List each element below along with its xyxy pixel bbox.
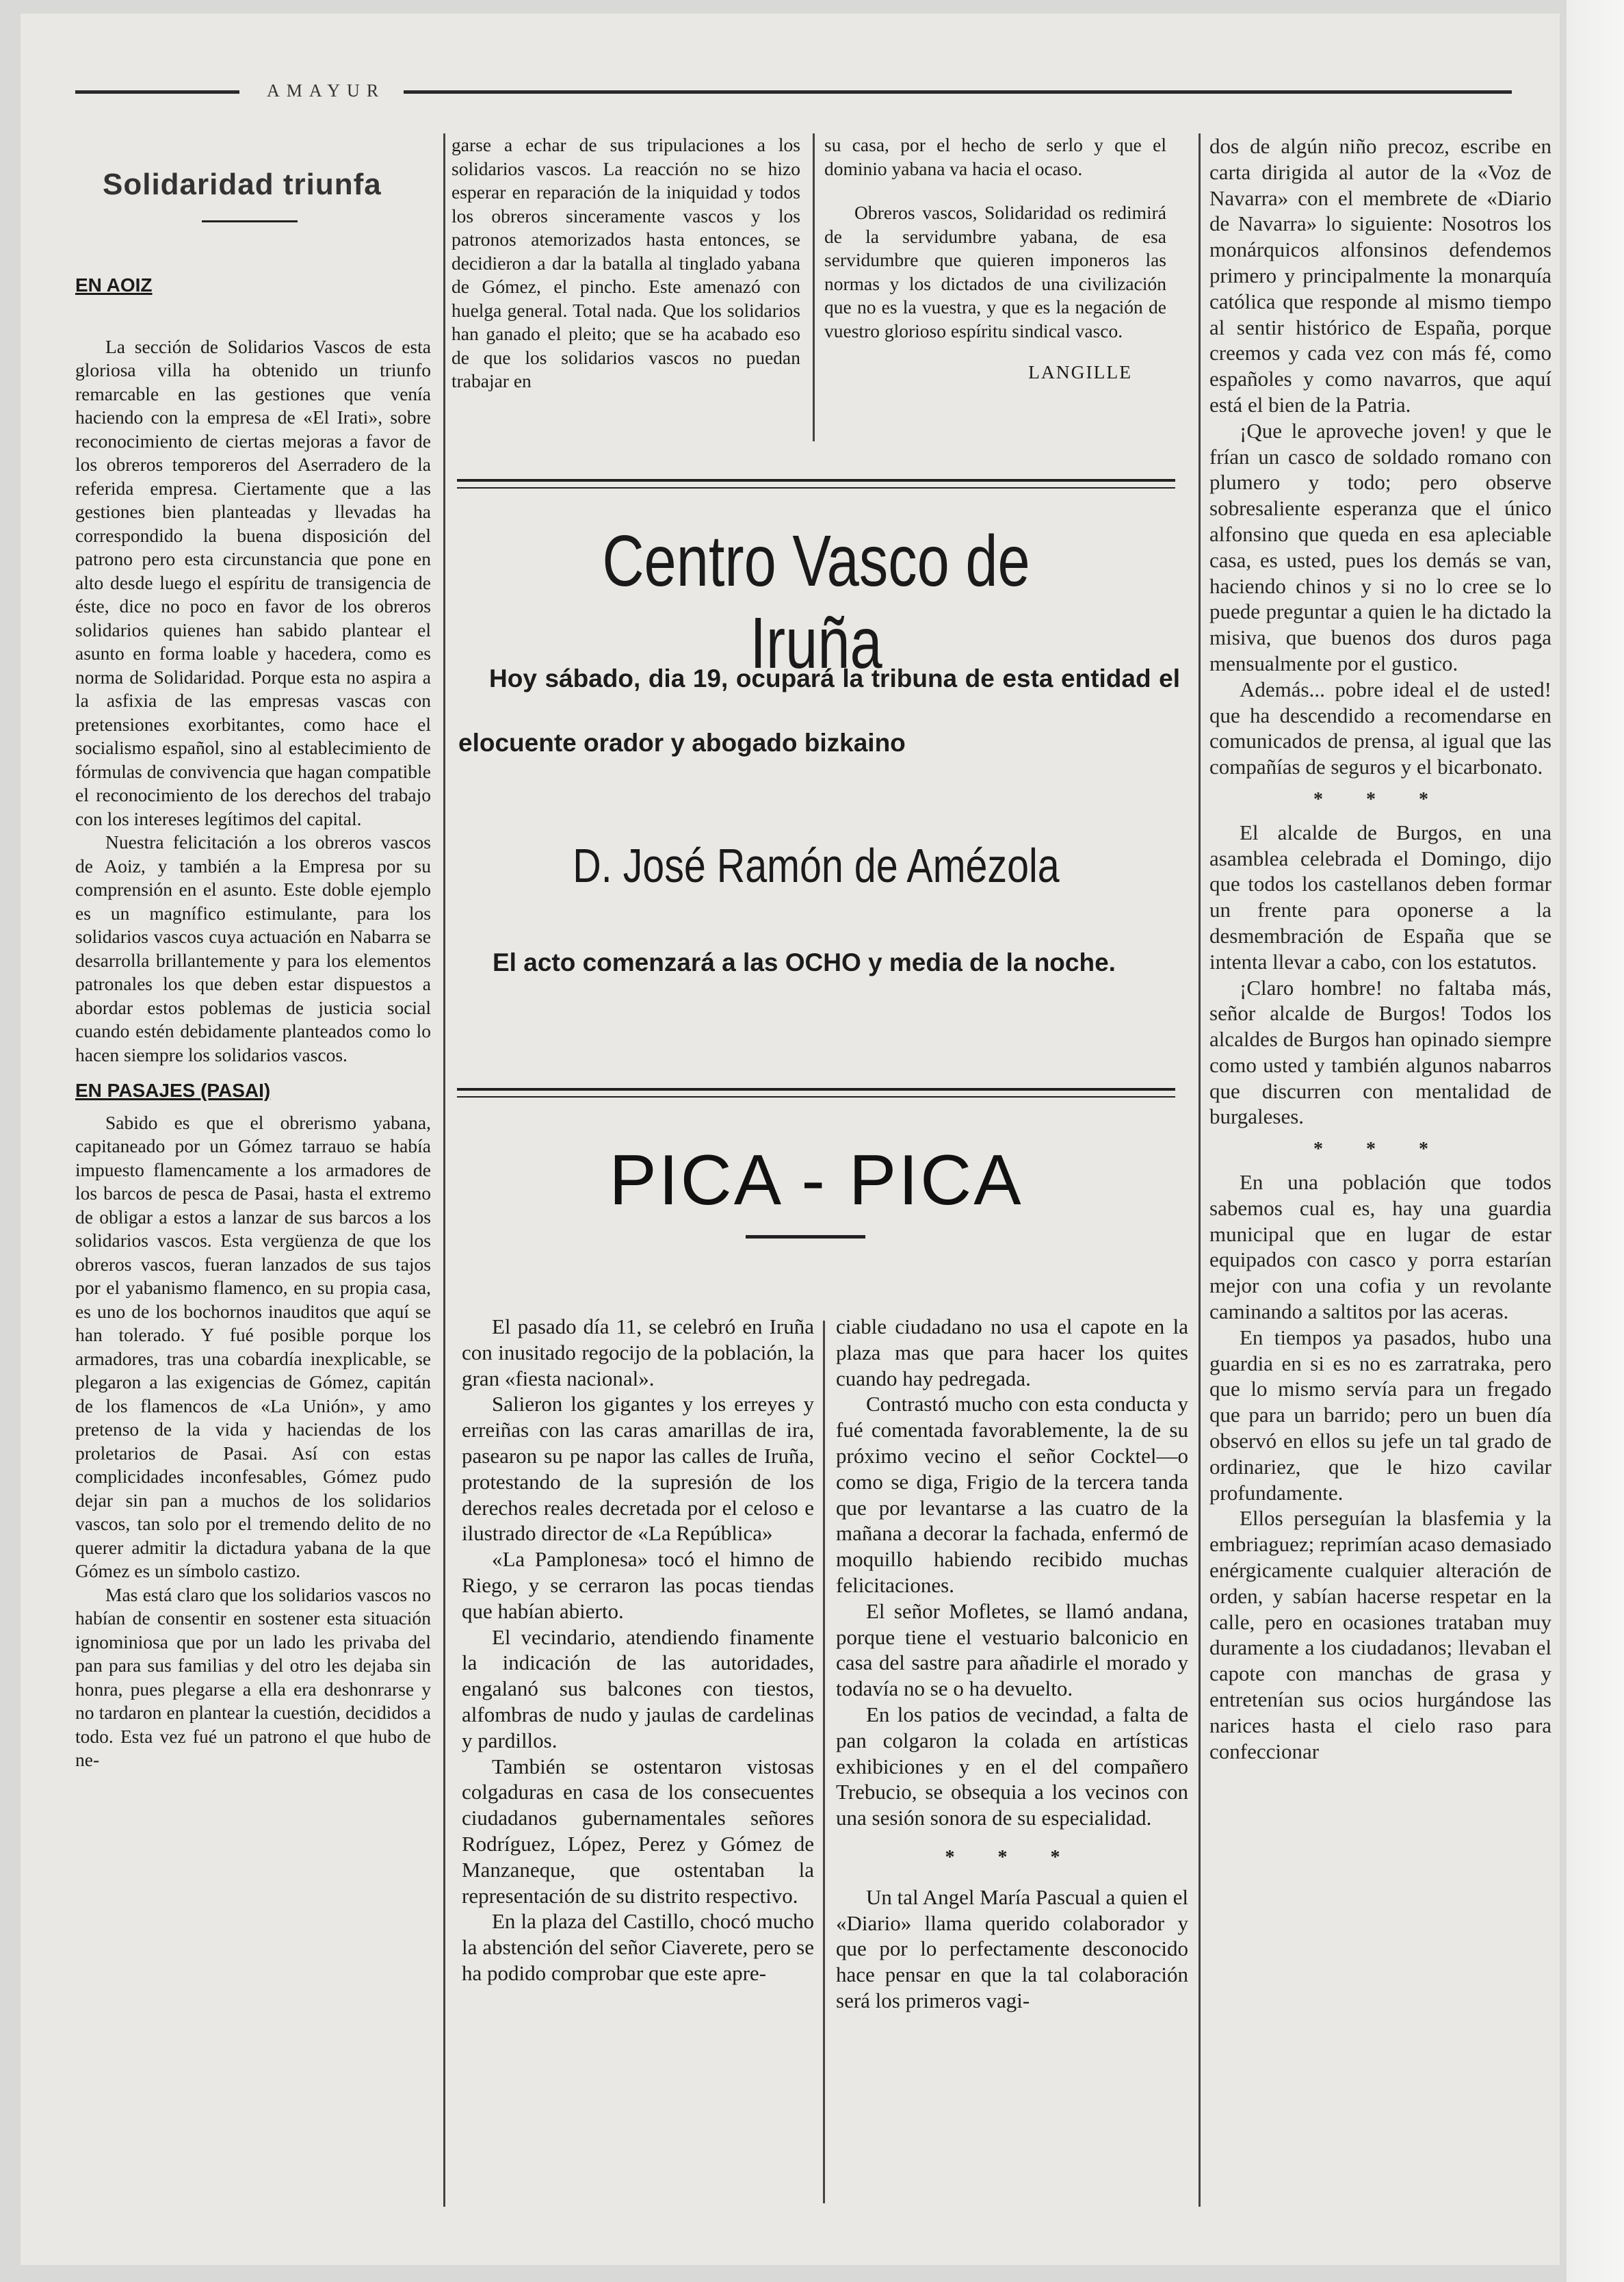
paragraph: La sección de Solidarios Vascos de esta gloriosa villa ha obtenido un triunfo remarcable en las gestiones que venía haciendo con la empresa de «El Irati», sobre reconocimiento de ciertas mejoras a favor de los obreros temporeros del Aserradero de la referida empresa. Ciertamente que a las gestiones bien planteadas y llevadas ha correspondido la buena disposición del patrono pero esta circunstancia que pone en alto desde luego el espíritu de transigencia de éste, dice no poco en favor de los obreros solidarios quienes han sabido plantear el asunto en forma loable y hacedera, como es norma de Solidaridad. Porque esta no aspira a la asfixia de las empresas vascas con pretensiones exorbitantes, como hace el socialismo español, sino al establecimiento de fórmulas de convivencia que hagan compatible el reconocimiento de los derechos del trabajo con los intereses legítimos del capital.	[75, 335, 431, 829]
title-underline	[202, 220, 298, 222]
paragraph: su casa, por el hecho de serlo y que el dominio yabana va hacia el ocaso.	[824, 134, 1166, 179]
paragraph: Mas está claro que los solidarios vascos no habían de consentir en sostener esta situación ignominiosa que por un lado les privaba del pan para sus familias y del otro les dejaba sin honra, pues plegarse a ella era deshonrarse y no tardaron en plantear la cuestión, decididos a todo. Esta vez fué un patrono el que hubo de ne-	[75, 1583, 431, 1770]
separator-stars: * * *	[945, 1846, 1079, 1868]
paragraph: El señor Mofletes, se llamó andana, porque tiene el vestuario balconicio en casa del sastre para añadirle el morado y todavía no se o ha devuelto.	[836, 1598, 1188, 1701]
column-rule	[823, 1321, 825, 2203]
notice-rule-bottom	[457, 1088, 1175, 1091]
masthead-name: AMAYUR	[267, 81, 386, 101]
article-column-3-top	[824, 133, 1166, 385]
article-title: Solidaridad triunfa	[103, 168, 382, 201]
pica-heading: PICA - PICA	[609, 1141, 1023, 1220]
paragraph: En la plaza del Castillo, chocó mucho la abstención del señor Ciaverete, pero se ha podido comprobar que este apre-	[462, 1909, 814, 1985]
column-rule	[813, 133, 815, 441]
notice-speaker: D. José Ramón de Amézola	[573, 839, 1060, 892]
column-rule	[1199, 133, 1201, 2207]
paragraph: ciable ciudadano no usa el capote en la plaza mas que para hacer los quites cuando hay pedregada.	[836, 1314, 1188, 1390]
paragraph: En tiempos ya pasados, hubo una guardia en si es no es zarratraka, pero que lo mismo servía para un fregado que para un barrido; pero un buen día observó en ellos su jefe un tal grado de ordinariez, que le hizo cavilar profundamente.	[1209, 1325, 1551, 1505]
paragraph: El vecindario, atendiendo finamente la indicación de las autoridades, engalanó sus balcones con tiestos, alfombras de nudo y jaulas de cardelinas y pardillos.	[462, 1624, 814, 1752]
page-edge	[1567, 0, 1624, 2282]
paragraph: dos de algún niño precoz, escribe en carta dirigida al autor de la «Voz de Navarra» con el membrete de «Diario de Navarra» lo siguiente: Nosotros los monárquicos alfonsinos defendemos primero y principalmente la monarquía católica que responde al mismo tiempo al sentir histórico de España, porque creemos y cada vez con más fé, como españoles y como navarros, que aquí está el bien de la Patria.	[1209, 134, 1551, 417]
signature: LANGILLE	[1028, 361, 1132, 383]
article-column-4	[1209, 133, 1551, 1764]
pica-column-2	[836, 1314, 1188, 2014]
paragraph: Nuestra felicitación a los obreros vascos de Aoiz, y también a la Empresa por su comprensión en el asunto. Este doble ejemplo es un magnífico estimulante, para los solidarios vascos cuya actuación en Nabarra se desarrolla brillantemente y para los elementos patronales los que deben estar dispuestos a abordar estos poblemas de justicia social cuando estén debidamente planteados como lo hacen siempre los solidarios vascos.	[75, 831, 431, 1065]
notice-rule-top-thin	[457, 487, 1175, 489]
section-heading-pasajes: EN PASAJES (PASAI)	[75, 1080, 271, 1101]
paragraph: ¡Claro hombre! no faltaba más, señor alcalde de Burgos! Todos los alcaldes de Burgos han opinado siempre como usted y también algunos nabarros que discurren con mentalidad de burgaleses.	[1209, 975, 1551, 1129]
paragraph: garse a echar de sus tripulaciones a los solidarios vascos. La reacción no se hizo esperar en reparación de la iniquidad y todos los obreros sinceramente vascos y los patronos atemorizados hasta entonces, se decidieron a dar la batalla al tinglado yabana de Gómez, el pincho. Este amenazó con huelga general. Total nada. Que los solidarios han ganado el pleito; que se ha acabado eso de que los solidarios vascos no puedan trabajar en	[451, 134, 800, 391]
section-heading-aoiz: EN AOIZ	[75, 274, 153, 296]
paragraph: El alcalde de Burgos, en una asamblea celebrada el Domingo, dijo que todos los castellanos deben formar un frente para oponerse a la desmembración de España que se intenta llevar a cabo, con los estatutos.	[1209, 820, 1551, 974]
paragraph: En los patios de vecindad, a falta de pan colgaron la colada en artísticas exhibiciones y en el del compañero Trebucio, se obsequia a los vecinos con una sesión sonora de su especialidad.	[836, 1702, 1188, 1830]
article-column-2-top	[451, 133, 800, 393]
paragraph: Salieron los gigantes y los erreyes y erreiñas con las caras amarillas de ira, pasearon su pe napor las calles de Iruña, protestando de la supresión de los derechos reales decretada por el celoso e ilustrado director de «La República»	[462, 1392, 814, 1546]
paragraph: También se ostentaron vistosas colgaduras en casa de los consecuentes ciudadanos gubernamentales señores Rodríguez, López, Perez y Gómez de Manzaneque, que ostentaban la representación de su distrito respectivo.	[462, 1754, 814, 1908]
notice-rule-top	[457, 479, 1175, 482]
paragraph: Además... pobre ideal el de usted! que ha descendido a recomendarse en comunicados de prensa, al igual que las compañías de seguros y el bicarbonato.	[1209, 677, 1551, 779]
notice-closing: El acto comenzará a las OCHO y media de la noche.	[493, 948, 1116, 976]
notice-body: Hoy sábado, dia 19, ocupará la tribuna de esta entidad el elocuente orador y abogado bizkaino	[458, 664, 1180, 757]
notice-rule-bottom-thin	[457, 1096, 1175, 1098]
separator-stars: * * *	[1313, 788, 1448, 810]
notice-heading: Centro Vasco de Iruña	[602, 521, 1030, 684]
masthead	[48, 81, 1512, 101]
pica-column-1	[462, 1314, 814, 1986]
paragraph: Obreros vascos, Solidaridad os redimirá de la servidumbre yabana, de esa servidumbre que quieren imponeros las normas y los dictados de una civilización que no es la vuestra, y que es la negación de vuestro glorioso espíritu sindical vasco.	[824, 202, 1166, 341]
paragraph: El pasado día 11, se celebró en Iruña con inusitado regocijo de la población, la gran «fiesta nacional».	[462, 1314, 814, 1390]
paragraph: Un tal Angel María Pascual a quien el «Diario» llama querido colaborador y que por lo perfectamente desconocido hace pensar en que la tal colaboración será los primeros vagi-	[836, 1884, 1188, 2012]
paragraph: En una población que todos sabemos cual es, hay una guardia municipal que en lugar de estar equipados con casco y porra estarían mejor con una cofia y un revolante caminando a saltitos por las aceras.	[1209, 1170, 1551, 1324]
paragraph: Ellos perseguían la blasfemia y la embriaguez; reprimían acaso demasiado enérgicamente cualquier alteración de orden, y sabían hacerse respetar en la calle, pero en ocasiones trataban muy duramente a los ciudadanos; llevaban el capote con manchas de grasa y entretenían sus ocios hurgándose las narices hasta el cielo raso para confeccionar	[1209, 1506, 1551, 1763]
column-rule	[443, 133, 445, 2207]
article-column-1	[75, 274, 431, 1772]
separator-stars: * * *	[1313, 1139, 1448, 1161]
masthead-rule-right	[404, 90, 1512, 94]
paragraph: «La Pamplonesa» tocó el himno de Riego, y se cerraron las pocas tiendas que habían abierto.	[462, 1547, 814, 1623]
paragraph: Sabido es que el obrerismo yabana, capitaneado por un Gómez tarrauo se había impuesto flamencamente a los armadores de los barcos de pesca de Pasai, hasta el extremo de obligar a estos a lanzar de sus barcos a los solidarios vascos. Esta vergüenza de que los obreros vascos, fueran lanzados de sus tajos por el yabanismo flamenco, en su propia casa, es uno de los bochornos inauditos que aquí se han tolerado. Y fué posible porque los armadores, tras una cobardía inexplicable, se plegaron a las exigencias de Gómez, capitán de los flamencos de «La Unión», y amo pretenso de la vida y haciendas de los proletarios de Pasai. Así con estas complicidades inconfesables, Gómez pudo dejar sin pan a muchos de los solidarios vascos, tan solo por el tremendo delito de no querer admitir la dictadura yabana de la que Gómez es un símbolo castizo.	[75, 1111, 431, 1581]
pica-heading-underline	[746, 1235, 865, 1239]
paragraph: ¡Que le aproveche joven! y que le frían un casco de soldado romano con plumero y todo; pero observe sobresaliente esperanza que el único alfonsino que queda en esa apleciable casa, es usted, pues los demás se van, haciendo chinos y si no lo cree se lo puede preguntar a quien le ha dictado la misiva, que buenos dos duros paga mensualmente por el gustico.	[1209, 418, 1551, 675]
masthead-rule-left	[75, 90, 239, 94]
paragraph: Contrastó mucho con esta conducta y fué comentada favorablemente, la de su próximo vecino el señor Cocktel—o como se diga, Frigio de la tercera tanda que por levantarse a las cuatro de la mañana a decorar la fachada, enfermó de moquillo habiendo recibido muchas felicitaciones.	[836, 1392, 1188, 1597]
